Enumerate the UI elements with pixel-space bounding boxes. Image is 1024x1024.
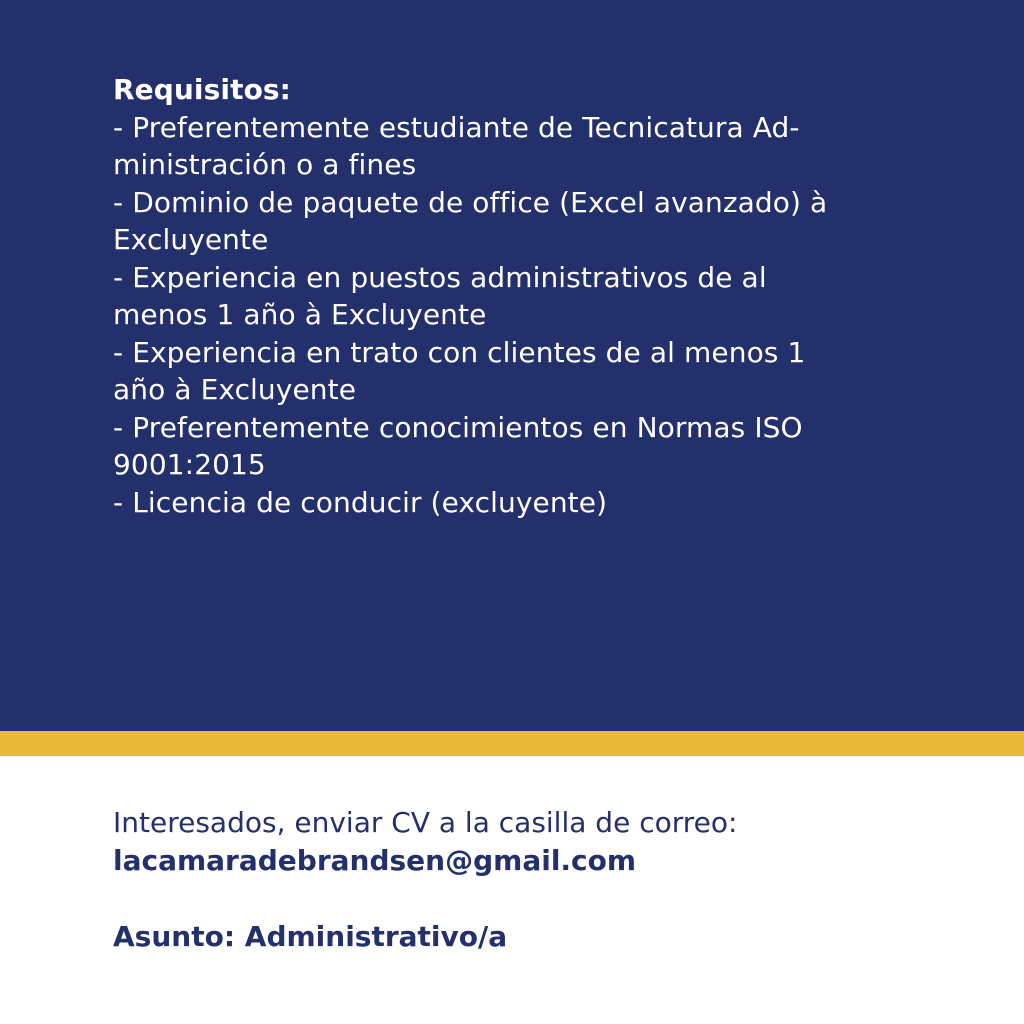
requirement-line: Excluyente — [113, 223, 269, 256]
requirement-line: ministración o a fines — [113, 148, 417, 181]
email-subject: Asunto: Administrativo/a — [113, 920, 508, 953]
contact-email: lacamaradebrandsen@gmail.com — [113, 844, 637, 877]
requirement-line: - Preferentemente conocimientos en Normas ISO — [113, 410, 803, 444]
requirement-line: - Experiencia en trato con clientes de al menos 1 — [113, 335, 806, 369]
requirement-line: 9001:2015 — [113, 448, 266, 481]
accent-divider — [0, 731, 1024, 756]
requirements-block — [113, 71, 933, 521]
requirement-line: - Experiencia en puestos administrativos de al — [113, 260, 767, 294]
requirement-line: año à Excluyente — [113, 373, 357, 406]
requirements-heading: Requisitos: — [113, 73, 291, 106]
contact-intro: Interesados, enviar CV a la casilla de correo: — [113, 806, 738, 839]
requirement-line: - Preferentemente estudiante de Tecnicatura Ad- — [113, 110, 800, 144]
requirement-line: - Dominio de paquete de office (Excel avanzado) à — [113, 185, 828, 219]
requirement-line: menos 1 año à Excluyente — [113, 298, 487, 331]
contact-block — [113, 804, 973, 956]
requirement-line: - Licencia de conducir (excluyente) — [113, 485, 608, 519]
